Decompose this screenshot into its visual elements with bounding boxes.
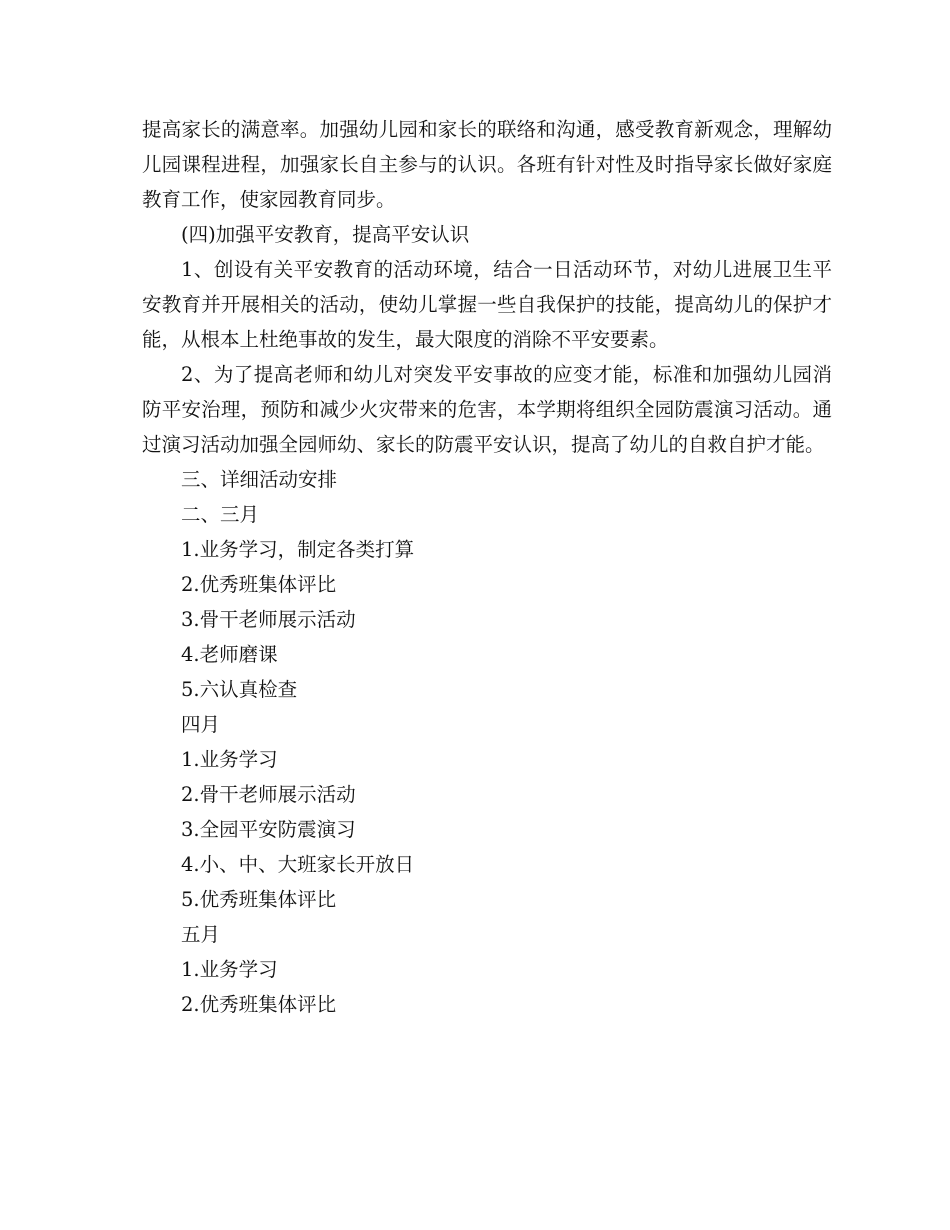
document-page (142, 112, 832, 1022)
month-heading: 四月 (181, 713, 221, 736)
list-item: 3.全园平安防震演习 (181, 818, 356, 841)
list-item: 5.优秀班集体评比 (181, 888, 337, 911)
list-item: 4.小、中、大班家长开放日 (181, 853, 415, 876)
list-item: 2.优秀班集体评比 (181, 993, 337, 1016)
list-item: 4.老师磨课 (181, 643, 278, 666)
month-heading: 二、三月 (181, 503, 260, 526)
paragraph-fire-drill: 2、为了提高老师和幼儿对突发平安事故的应变才能，标准和加强幼儿园消防平安治理，预防和减少火灾带来的危害，本学期将组织全园防震演习活动。通过演习活动加强全园师幼、家长的防震平安认识，提高了幼儿的自救自护才能。 (142, 363, 832, 456)
section-heading-safety-education: (四)加强平安教育，提高平安认识 (181, 223, 470, 246)
list-item: 1.业务学习 (181, 958, 278, 981)
section-heading-activity-schedule: 三、详细活动安排 (181, 468, 338, 491)
list-item: 2.优秀班集体评比 (181, 573, 337, 596)
list-item: 1.业务学习 (181, 748, 278, 771)
list-item: 5.六认真检查 (181, 678, 298, 701)
month-heading: 五月 (181, 923, 221, 946)
list-item: 1.业务学习，制定各类打算 (181, 538, 415, 561)
list-item: 3.骨干老师展示活动 (181, 608, 356, 631)
list-item: 2.骨干老师展示活动 (181, 783, 356, 806)
paragraph-parent-communication: 提高家长的满意率。加强幼儿园和家长的联络和沟通，感受教育新观念，理解幼儿园课程进程，加强家长自主参与的认识。各班有针对性及时指导家长做好家庭教育工作，使家园教育同步。 (142, 118, 832, 211)
paragraph-safety-environment: 1、创设有关平安教育的活动环境，结合一日活动环节，对幼儿进展卫生平安教育并开展相关的活动，使幼儿掌握一些自我保护的技能，提高幼儿的保护才能，从根本上杜绝事故的发生，最大限度的消除不平安要素。 (142, 258, 832, 351)
